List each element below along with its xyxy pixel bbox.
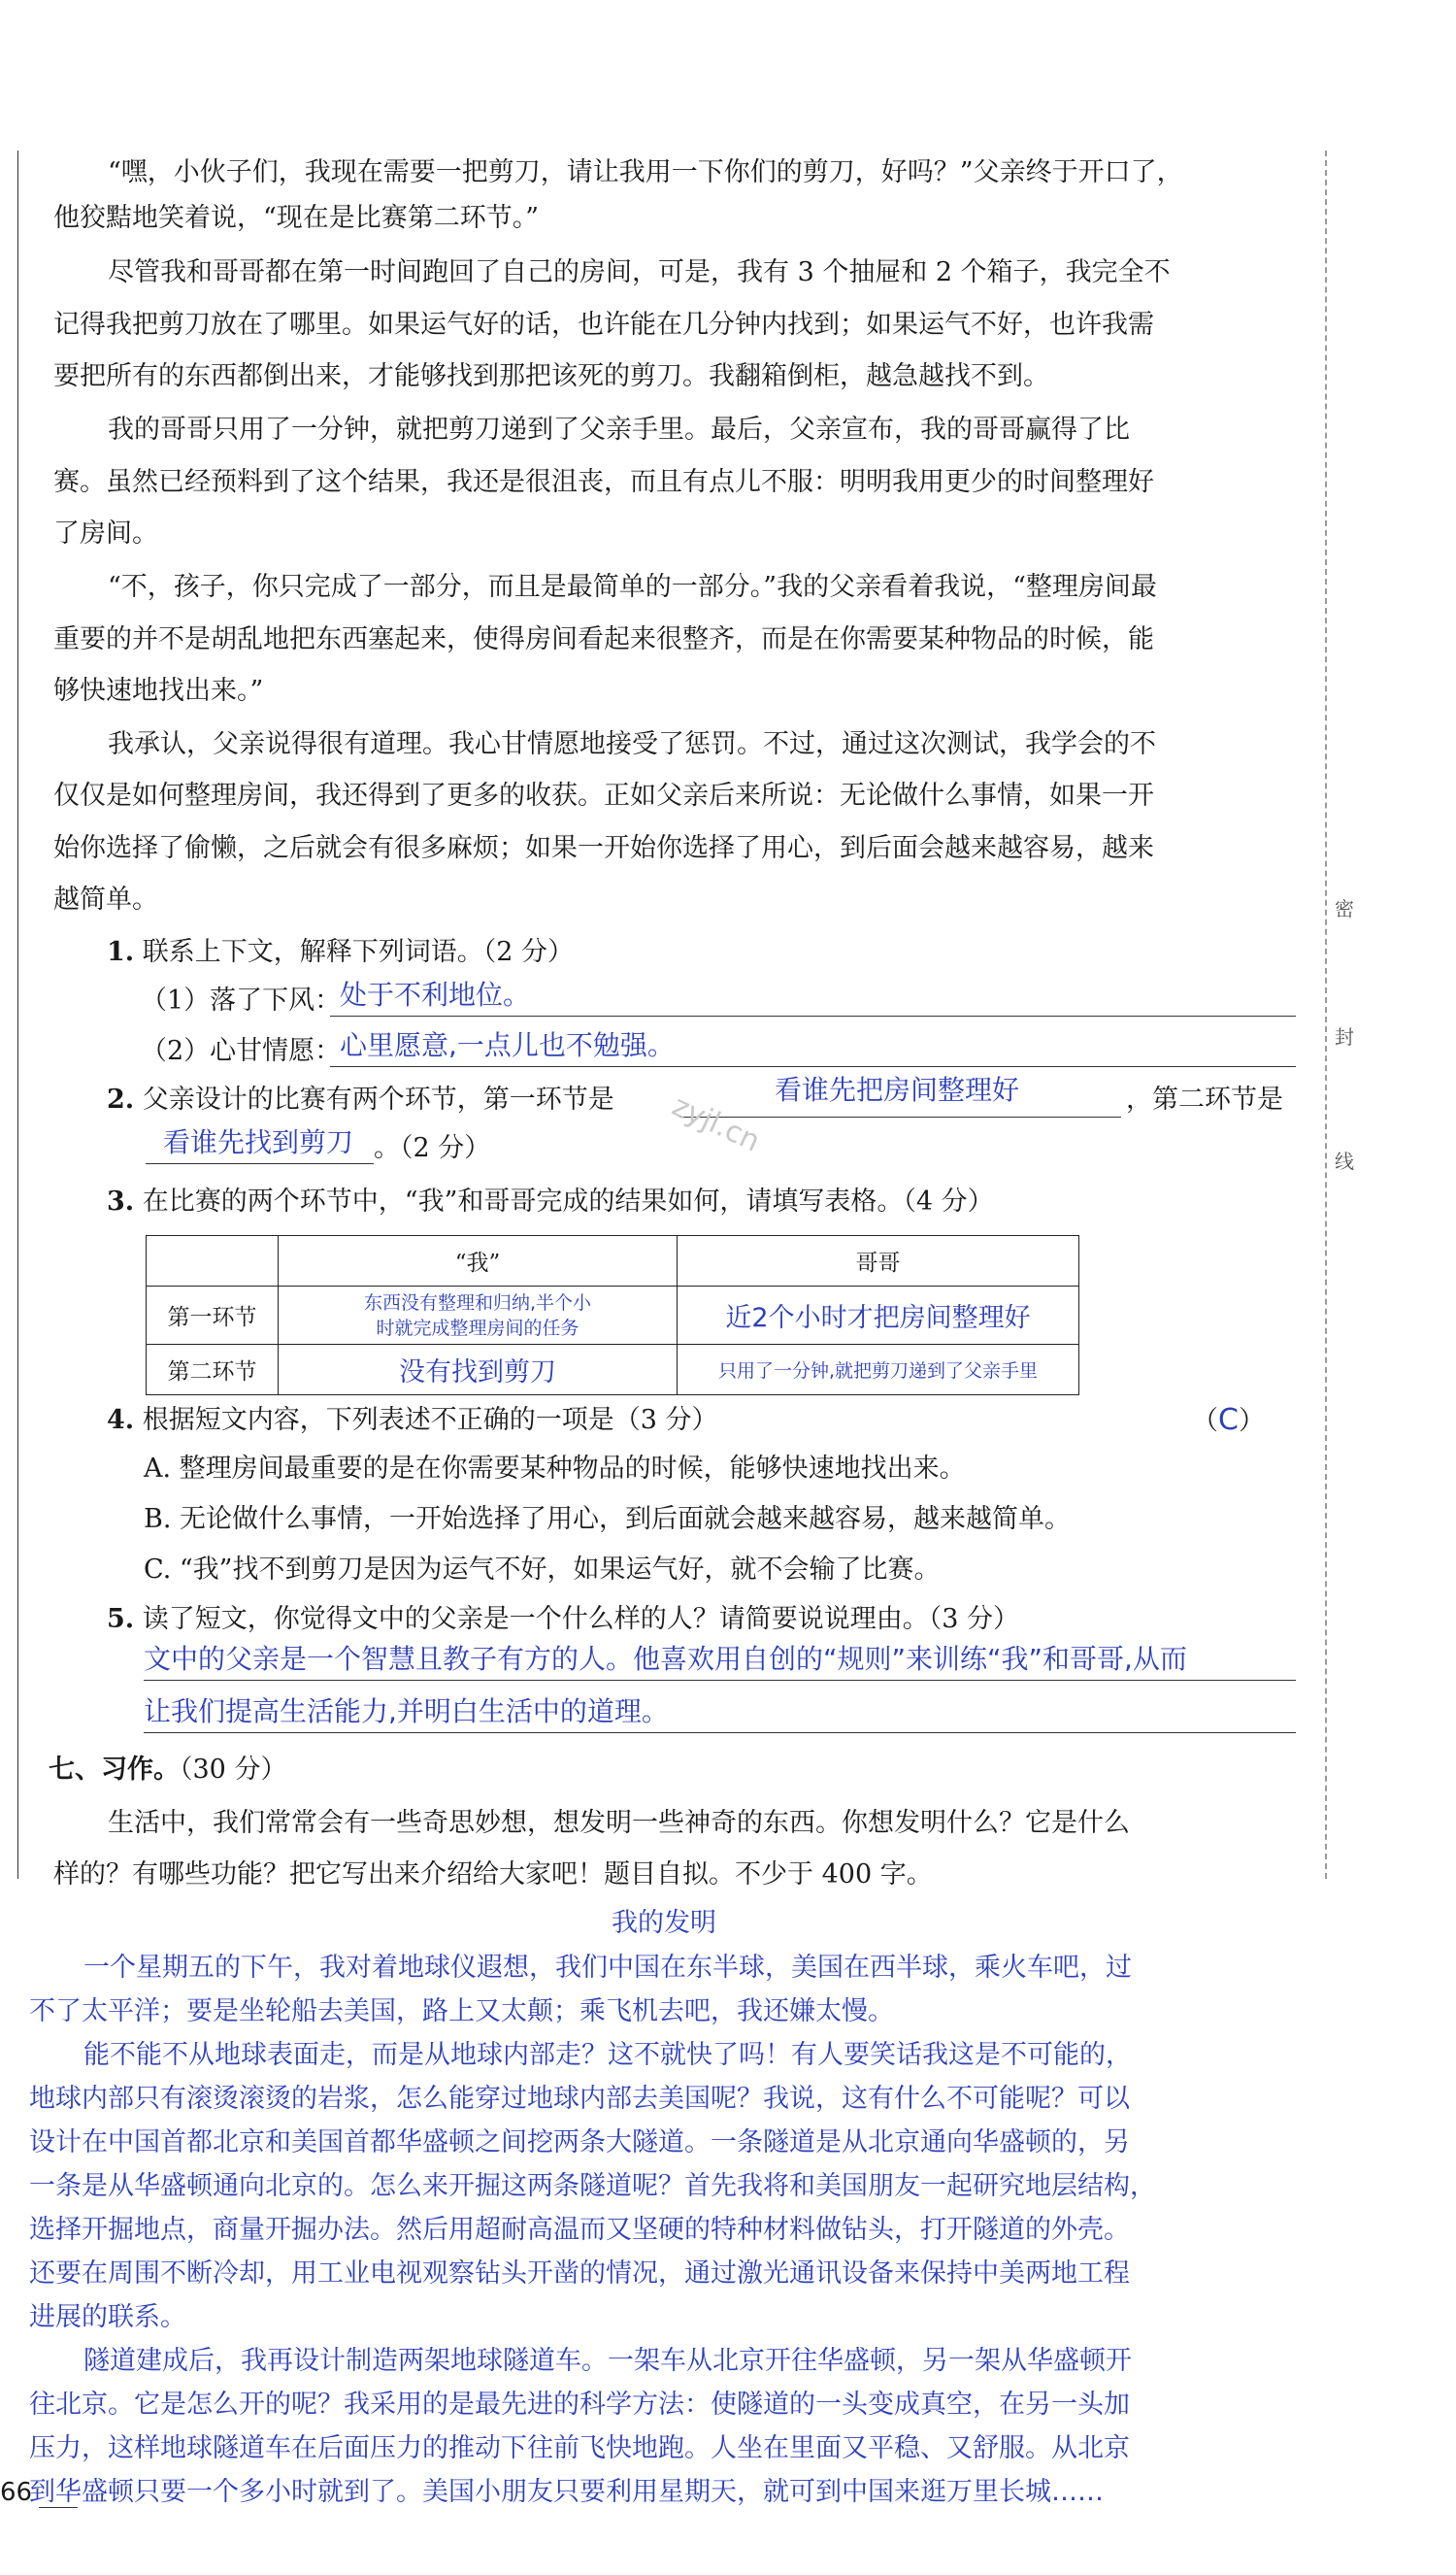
story-para-1-line-1: “嘿，小伙子们，我现在需要一把剪刀，请让我用一下你们的剪刀，好吗？”父亲终于开口了， bbox=[108, 157, 1183, 187]
section-7-score: （30 分） bbox=[180, 1755, 287, 1785]
q3-prompt bbox=[107, 1180, 994, 1224]
q3-number: 3. bbox=[107, 1187, 135, 1217]
essay-line-3: 能不能不从地球表面走，而是从地球内部走？这不就快了吗！有人要笑话我这是不可能的， bbox=[83, 2040, 1132, 2070]
q2-text-b: ，第二环节是 bbox=[1126, 1085, 1283, 1115]
essay-line-6: 一条是从华盛顿通向北京的。怎么来开掘这两条隧道呢？首先我将和美国朋友一起研究地层结构， bbox=[29, 2171, 1156, 2201]
essay-line-7: 选择开掘地点，商量开掘办法。然后用超耐高温而又坚硬的特种材料做钻头，打开隧道的外壳。 bbox=[29, 2215, 1130, 2245]
section-7-prompt-line-2: 样的？有哪些功能？把它写出来介绍给大家吧！题目自拟。不少于 400 字。 bbox=[53, 1859, 933, 1889]
table-row-2-brother[interactable]: 只用了一分钟,就把剪刀递到了父亲手里 bbox=[678, 1345, 1079, 1395]
page-number-rule bbox=[39, 2507, 78, 2508]
table-row-1-me-line-1: 东西没有整理和归纳,半个小 bbox=[363, 1291, 592, 1314]
story-para-5-line-1: 我承认，父亲说得很有道理。我心甘情愿地接受了惩罚。不过，通过这次测试，我学会的不 bbox=[108, 729, 1156, 759]
q5-answer-underline-1 bbox=[144, 1680, 1296, 1681]
section-7-title: 七、习作。 bbox=[49, 1755, 180, 1785]
table-head-me: “我” bbox=[279, 1236, 678, 1287]
q2-text-c: 。（2 分） bbox=[374, 1133, 491, 1163]
essay-line-11: 往北京。它是怎么开的呢？我采用的是最先进的科学方法：使隧道的一头变成真空，在另一头加 bbox=[29, 2390, 1130, 2420]
essay-line-5: 设计在中国首都北京和美国首都华盛顿之间挖两条大隧道。一条隧道是从北京通向华盛顿的，另 bbox=[29, 2127, 1130, 2157]
q2-answer-a[interactable]: 看谁先把房间整理好 bbox=[775, 1074, 1020, 1106]
q2-answer-a-underline bbox=[679, 1117, 1121, 1118]
q4-prompt bbox=[107, 1398, 718, 1443]
story-para-5-line-3: 始你选择了偷懒，之后就会有很多麻烦；如果一开始你选择了用心，到后面会越来越容易，越来 bbox=[53, 833, 1154, 863]
q4-option-c: C. “我”找不到剪刀是因为运气不好，如果运气好，就不会输了比赛。 bbox=[144, 1555, 941, 1585]
q1-text: 联系上下文，解释下列词语。（2 分） bbox=[142, 937, 575, 967]
story-para-5-line-4: 越简单。 bbox=[53, 885, 158, 915]
q4-answer[interactable]: C bbox=[1218, 1403, 1239, 1437]
q1-number: 1. bbox=[107, 937, 135, 967]
q4-answer-bracket bbox=[1192, 1398, 1265, 1444]
left-margin-rule bbox=[17, 150, 18, 1879]
essay-line-4: 地球内部只有滚烫滚烫的岩浆，怎么能穿过地球内部去美国呢？我说，这有什么不可能呢？可以 bbox=[29, 2084, 1130, 2114]
story-para-4-line-2: 重要的并不是胡乱地把东西塞起来，使得房间看起来很整齐，而是在你需要某种物品的时候，能 bbox=[53, 624, 1154, 654]
q5-answer-line-1[interactable]: 文中的父亲是一个智慧且教子有方的人。他喜欢用自创的“规则”来训练“我”和哥哥,从而 bbox=[144, 1643, 1187, 1675]
q1-b-answer[interactable]: 心里愿意,一点儿也不勉强。 bbox=[340, 1029, 675, 1061]
q4-text: 根据短文内容，下列表述不正确的一项是（3 分） bbox=[142, 1405, 718, 1435]
watermark: zyjl.cn bbox=[667, 1088, 766, 1159]
table-row-1-me-line-2: 时就完成整理房间的任务 bbox=[376, 1317, 579, 1339]
q3-text: 在比赛的两个环节中，“我”和哥哥完成的结果如何，请填写表格。（4 分） bbox=[142, 1187, 994, 1217]
story-para-3-line-3: 了房间。 bbox=[53, 518, 158, 549]
q4-option-b: B. 无论做什么事情，一开始选择了用心，到后面就会越来越容易，越来越简单。 bbox=[144, 1504, 1072, 1534]
story-para-3-line-2: 赛。虽然已经预料到了这个结果，我还是很沮丧，而且有点儿不服：明明我用更少的时间整理好 bbox=[53, 467, 1154, 497]
essay-line-9: 进展的联系。 bbox=[29, 2302, 186, 2332]
table-head-brother: 哥哥 bbox=[678, 1236, 1079, 1287]
section-7-heading bbox=[49, 1748, 286, 1792]
story-para-4-line-1: “不，孩子，你只完成了一部分，而且是最简单的一部分。”我的父亲看着我说，“整理房间最 bbox=[108, 572, 1157, 602]
q2-text-a-span: 父亲设计的比赛有两个环节，第一环节是 bbox=[142, 1085, 614, 1115]
q1-a-label: （1）落了下风： bbox=[141, 986, 342, 1016]
story-para-2-line-3: 要把所有的东西都倒出来，才能够找到那把该死的剪刀。我翻箱倒柜，越急越找不到。 bbox=[53, 361, 1049, 391]
q4-bracket-right: ） bbox=[1238, 1406, 1265, 1436]
story-para-5-line-2: 仅仅是如何整理房间，我还得到了更多的收获。正如父亲后来所说：无论做什么事情，如果一开 bbox=[53, 781, 1154, 811]
table-row-1-brother[interactable]: 近2个小时才把房间整理好 bbox=[678, 1287, 1079, 1345]
story-para-1-line-2: 他狡黠地笑着说，“现在是比赛第二环节。” bbox=[53, 203, 540, 233]
essay-line-1: 一个星期五的下午，我对着地球仪遐想，我们中国在东半球，美国在西半球，乘火车吧，过 bbox=[83, 1953, 1132, 1983]
q5-prompt bbox=[107, 1597, 1019, 1642]
essay-line-8: 还要在周围不断冷却，用工业电视观察钻头开凿的情况，通过激光通讯设备来保持中美两地工程 bbox=[29, 2258, 1130, 2289]
essay-line-2: 不了太平洋；要是坐轮船去美国，路上又太颠；乘飞机去吧，我还嫌太慢。 bbox=[29, 1996, 894, 2026]
section-7-prompt-line-1: 生活中，我们常常会有一些奇思妙想，想发明一些神奇的东西。你想发明什么？它是什么 bbox=[108, 1808, 1130, 1838]
story-para-2-line-2: 记得我把剪刀放在了哪里。如果运气好的话，也许能在几分钟内找到；如果运气不好，也许我需 bbox=[53, 310, 1154, 340]
q2-answer-b[interactable]: 看谁先找到剪刀 bbox=[163, 1126, 354, 1158]
essay-title: 我的发明 bbox=[612, 1908, 716, 1938]
essay-line-10: 隧道建成后，我再设计制造两架地球隧道车。一架车从北京开往华盛顿，另一架从华盛顿开 bbox=[83, 2346, 1132, 2376]
q4-option-a: A. 整理房间最重要的是在你需要某种物品的时候，能够快速地找出来。 bbox=[144, 1454, 966, 1484]
q5-answer-line-2[interactable]: 让我们提高生活能力,并明白生活中的道理。 bbox=[144, 1695, 669, 1727]
q2-text-a bbox=[107, 1078, 614, 1122]
results-table bbox=[146, 1235, 1079, 1395]
seal-char-2: 封 bbox=[1335, 1025, 1354, 1049]
q1-a-underline bbox=[330, 1016, 1296, 1017]
q2-answer-b-underline bbox=[146, 1163, 374, 1164]
story-para-3-line-1: 我的哥哥只用了一分钟，就把剪刀递到了父亲手里。最后，父亲宣布，我的哥哥赢得了比 bbox=[108, 415, 1130, 445]
table-row-2-label: 第二环节 bbox=[147, 1345, 279, 1395]
q5-text: 读了短文，你觉得文中的父亲是一个什么样的人？请简要说说理由。（3 分） bbox=[142, 1604, 1020, 1634]
q1-b-label: （2）心甘情愿： bbox=[141, 1036, 342, 1066]
table-row-2-me[interactable]: 没有找到剪刀 bbox=[279, 1345, 678, 1395]
q1-prompt bbox=[107, 930, 574, 975]
q1-b-underline bbox=[330, 1066, 1296, 1067]
table-head-empty bbox=[147, 1236, 279, 1287]
q2-number: 2. bbox=[107, 1085, 135, 1115]
q1-a-answer[interactable]: 处于不利地位。 bbox=[340, 979, 531, 1011]
table-row-1-me[interactable] bbox=[279, 1287, 678, 1345]
story-para-4-line-3: 够快速地找出来。” bbox=[53, 676, 264, 706]
story-para-2-line-1: 尽管我和哥哥都在第一时间跑回了自己的房间，可是，我有 3 个抽屉和 2 个箱子，我完全不 bbox=[108, 257, 1171, 287]
table-row-1-label: 第一环节 bbox=[147, 1287, 279, 1345]
q4-bracket-left: （ bbox=[1192, 1406, 1218, 1436]
essay-line-12: 压力，这样地球隧道车在后面压力的推动下往前飞快地跑。人坐在里面又平稳、又舒服。从北京 bbox=[29, 2433, 1130, 2463]
seal-char-3: 线 bbox=[1335, 1150, 1354, 1173]
binding-dashed-line bbox=[1325, 150, 1327, 1879]
essay-line-13: 到华盛顿只要一个多小时就到了。美国小朋友只要利用星期天，就可到中国来逛万里长城…… bbox=[29, 2477, 1104, 2507]
q4-number: 4. bbox=[107, 1405, 135, 1435]
q5-number: 5. bbox=[107, 1604, 135, 1634]
seal-char-1: 密 bbox=[1335, 897, 1354, 920]
page-number: 66 bbox=[0, 2478, 33, 2507]
q5-answer-underline-2 bbox=[144, 1732, 1296, 1733]
